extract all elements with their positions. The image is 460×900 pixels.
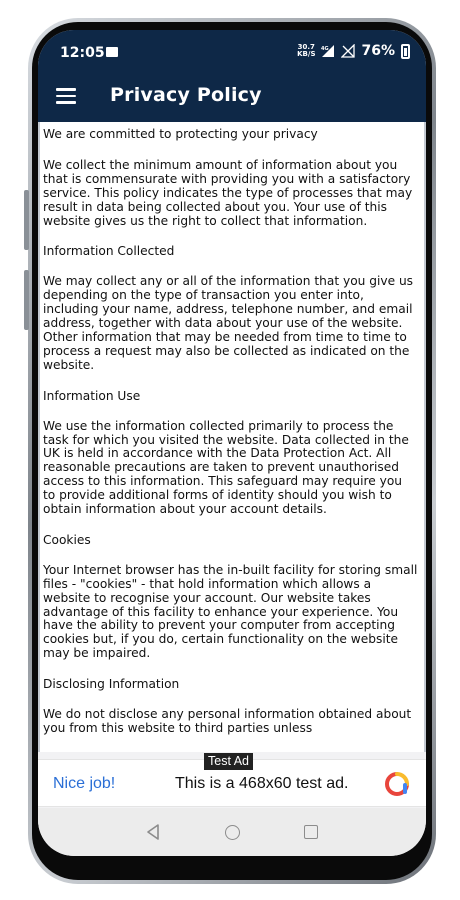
intro-heading: We are committed to protecting your privacy — [43, 127, 318, 141]
status-bar — [38, 30, 426, 72]
gallery-notification-icon — [106, 47, 118, 57]
page-title: Privacy Policy — [110, 84, 262, 106]
power-button — [24, 270, 29, 330]
section-body-information-use: We use the information collected primarily to process the task for which you visited the website. Data collected in the UK is held in accordance with the Data Protection Act. All reasonable precautions are taken to prevent unauthorised access to this information. This safeguard may require you to provide additional forms of identity should you wish to obtain information about your account details. — [43, 418, 409, 517]
section-heading-cookies: Cookies — [43, 532, 91, 547]
signal-4g-icon — [321, 44, 335, 58]
intro-body: We collect the minimum amount of information about you that is commensurate with providing you with a satisfactory service. This policy indicates the type of processes that may result in data being collected about you. Your use of this website gives us the right to collect that information. — [43, 157, 413, 228]
test-ad-label: Test Ad — [204, 753, 253, 770]
system-nav-bar — [38, 808, 426, 856]
admob-logo-icon — [384, 771, 410, 797]
status-right-icons — [297, 43, 410, 59]
network-speed-unit: KB/S — [297, 50, 316, 58]
network-speed-value: 30.7 — [297, 43, 315, 51]
content-border-right — [424, 122, 426, 752]
ad-body-text[interactable]: This is a 468x60 test ad. — [175, 775, 349, 792]
network-speed — [297, 44, 315, 58]
section-body-cookies: Your Internet browser has the in-built facility for storing small files - "cookies" - that hold information which allows a website to recognise your account. Our website takes advantage of this facility to enhance your experience. You have the ability to prevent your computer from accepting cookies but, if you do, certain functionality on the website may be impaired. — [43, 562, 418, 661]
back-icon[interactable] — [146, 824, 160, 840]
section-heading-disclosing-information: Disclosing Information — [43, 677, 180, 692]
battery-icon — [401, 44, 410, 59]
section-body-information-collected: We may collect any or all of the information that you give us depending on the type of transaction you enter into, including your name, address, telephone number, and email address, together with data about your use of the website. Other information that may be needed from time to time to process a request may also be collected as indicated on the website. — [43, 274, 414, 372]
svg-text:4G: 4G — [321, 46, 330, 52]
section-heading-information-use: Information Use — [43, 388, 141, 403]
section-body-disclosing-information: We do not disclose any personal information obtained about you from this website to third parties unless — [43, 707, 412, 735]
volume-button — [24, 190, 29, 250]
policy-content[interactable] — [38, 122, 426, 752]
hamburger-menu-icon[interactable] — [56, 87, 78, 105]
screen — [38, 30, 426, 856]
home-icon[interactable] — [225, 825, 240, 840]
battery-percent: 76% — [361, 43, 395, 59]
no-signal-icon — [341, 44, 355, 58]
status-time: 12:05 — [60, 45, 105, 61]
section-heading-information-collected: Information Collected — [43, 244, 175, 259]
app-bar — [38, 72, 426, 122]
content-border-left — [38, 122, 40, 752]
ad-nice-job-text[interactable]: Nice job! — [53, 775, 116, 792]
recent-apps-icon[interactable] — [304, 825, 318, 839]
